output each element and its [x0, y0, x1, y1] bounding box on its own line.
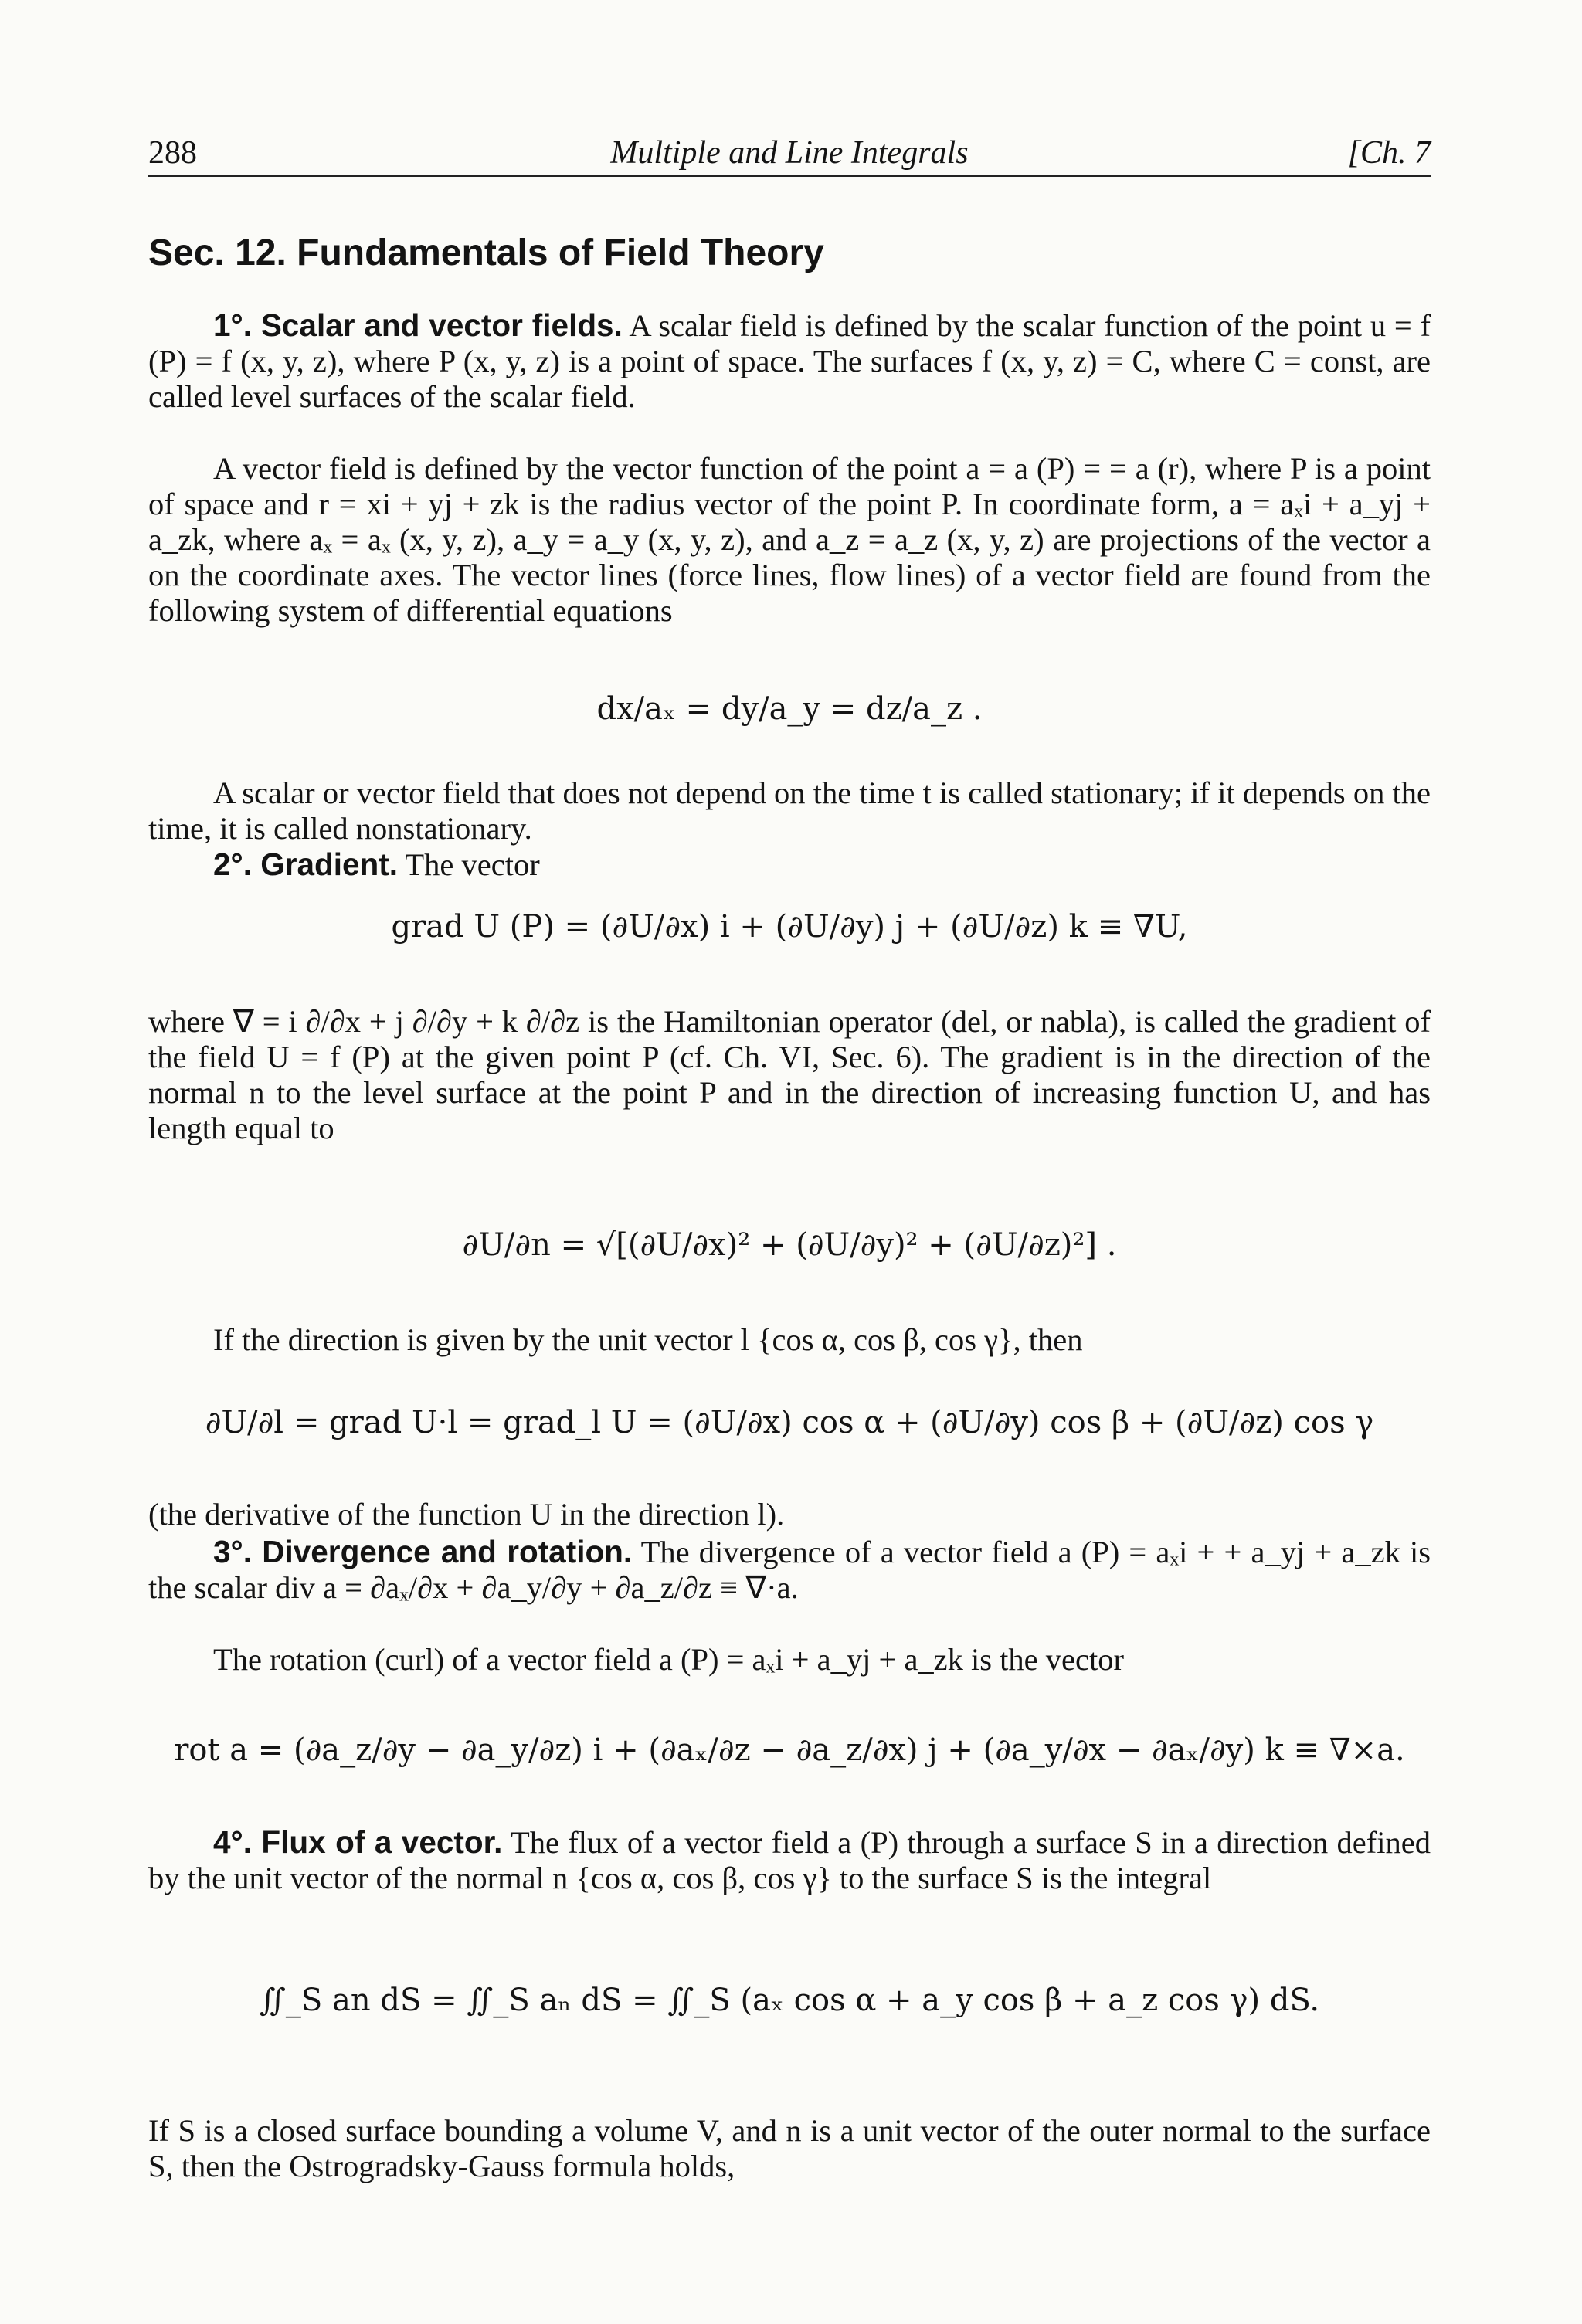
- paragraph-ostrogradsky-gauss: [148, 2113, 1431, 2184]
- subheading-flux: 4°. Flux of a vector.: [213, 1824, 503, 1860]
- subheading-divergence: 3°. Divergence and rotation.: [213, 1534, 633, 1569]
- section-title: Sec. 12. Fundamentals of Field Theory: [148, 232, 824, 273]
- paragraph-flux: [148, 1824, 1431, 1896]
- equation-normal-derivative: ∂U/∂n = √[(∂U/∂x)² + (∂U/∂y)² + (∂U/∂z)²] .: [462, 1227, 1117, 1263]
- equation-directional-derivative: ∂U/∂l = grad U·l = grad_l U = (∂U/∂x) cos α + (∂U/∂y) cos β + (∂U/∂z) cos γ: [205, 1405, 1374, 1440]
- paragraph-gradient: [148, 846, 1431, 883]
- paragraph-text: A scalar or vector field that does not depend on the time t is called stationary; if it depends on the time, it is called nonstationary.: [148, 775, 1431, 846]
- equation-rotation: rot a = (∂a_z/∂y − ∂a_y/∂z) i + (∂aₓ/∂z − ∂a_z/∂x) j + (∂a_y/∂x − ∂aₓ/∂y) k ≡ ∇×a.: [174, 1732, 1405, 1768]
- paragraph-direction: [148, 1322, 1431, 1358]
- paragraph-text: The vector: [405, 847, 540, 882]
- paragraph-text: A vector field is defined by the vector function of the point a = a (P) = = a (r), where P is a point of space and r = xi + yj + zk is the radius vector of the point P. In coordinate form, a = aₓi + a_yj + a_zk, where aₓ = aₓ (x, y, z), a_y = a_y (x, y, z), and a_z = a_z (x, y, z) are projections of the vector a on the coordinate axes. The vector lines (force lines, flow lines) of a vector field are found from the following system of differential equations: [148, 451, 1431, 628]
- paragraph-scalar-vector-fields: [148, 307, 1431, 415]
- paragraph-text: where ∇ = i ∂/∂x + j ∂/∂y + k ∂/∂z is the Hamiltonian operator (del, or nabla), is called the gradient of the field U = f (P) at the given point P (cf. Ch. VI, Sec. 6). The gradient is in the direction of the normal n to the level surface at the point P and in the direction of increasing function U, and has length equal to: [148, 1004, 1431, 1145]
- paragraph-nabla: [148, 1004, 1431, 1146]
- paragraph-text: If the direction is given by the unit vector l {cos α, cos β, cos γ}, then: [213, 1322, 1083, 1357]
- paragraph-text: (the derivative of the function U in the direction l).: [148, 1497, 785, 1532]
- paragraph-vector-field: [148, 451, 1431, 629]
- subheading-gradient: 2°. Gradient.: [213, 846, 399, 882]
- equation-gradient: grad U (P) = (∂U/∂x) i + (∂U/∂y) j + (∂U/∂z) k ≡ ∇U,: [391, 909, 1188, 945]
- paragraph-text: The flux of a vector field a (P) through a surface S in a direction defined by the unit vector of the normal n {cos α, cos β, cos γ} to the surface S is the integral: [148, 1825, 1431, 1895]
- paragraph-derivative-note: [148, 1497, 1431, 1532]
- running-header: [148, 131, 1431, 177]
- page-number: 288: [148, 135, 197, 171]
- equation-vector-lines: dx/aₓ = dy/a_y = dz/a_z .: [596, 691, 983, 727]
- paragraph-text: If S is a closed surface bounding a volume V, and n is a unit vector of the outer normal to the surface S, then the Ostrogradsky-Gauss formula holds,: [148, 2113, 1431, 2183]
- running-title: Multiple and Line Integrals: [610, 135, 969, 171]
- paragraph-stationary: [148, 775, 1431, 846]
- paragraph-text: A scalar field is defined by the scalar function of the point u = f (P) = f (x, y, z), where P (x, y, z) is a point of space. The surfaces f (x, y, z) = C, where C = const, are called level surfaces of the scalar field.: [148, 308, 1431, 414]
- paragraph-rotation: [148, 1642, 1431, 1678]
- chapter-label: [Ch. 7: [1347, 135, 1431, 171]
- paragraph-divergence: [148, 1534, 1431, 1606]
- paragraph-text: The rotation (curl) of a vector field a (P) = aₓi + a_yj + a_zk is the vector: [213, 1642, 1124, 1677]
- equation-flux-integral: ∬_S an dS = ∬_S aₙ dS = ∬_S (aₓ cos α + a_y cos β + a_z cos γ) dS.: [259, 1983, 1320, 2018]
- paragraph-text: The divergence of a vector field a (P) = aₓi + + a_yj + a_zk is the scalar div a = ∂aₓ/∂x + ∂a_y/∂y + ∂a_z/∂z ≡ ∇·a.: [148, 1535, 1431, 1605]
- subheading-fields: 1°. Scalar and vector fields.: [213, 307, 623, 343]
